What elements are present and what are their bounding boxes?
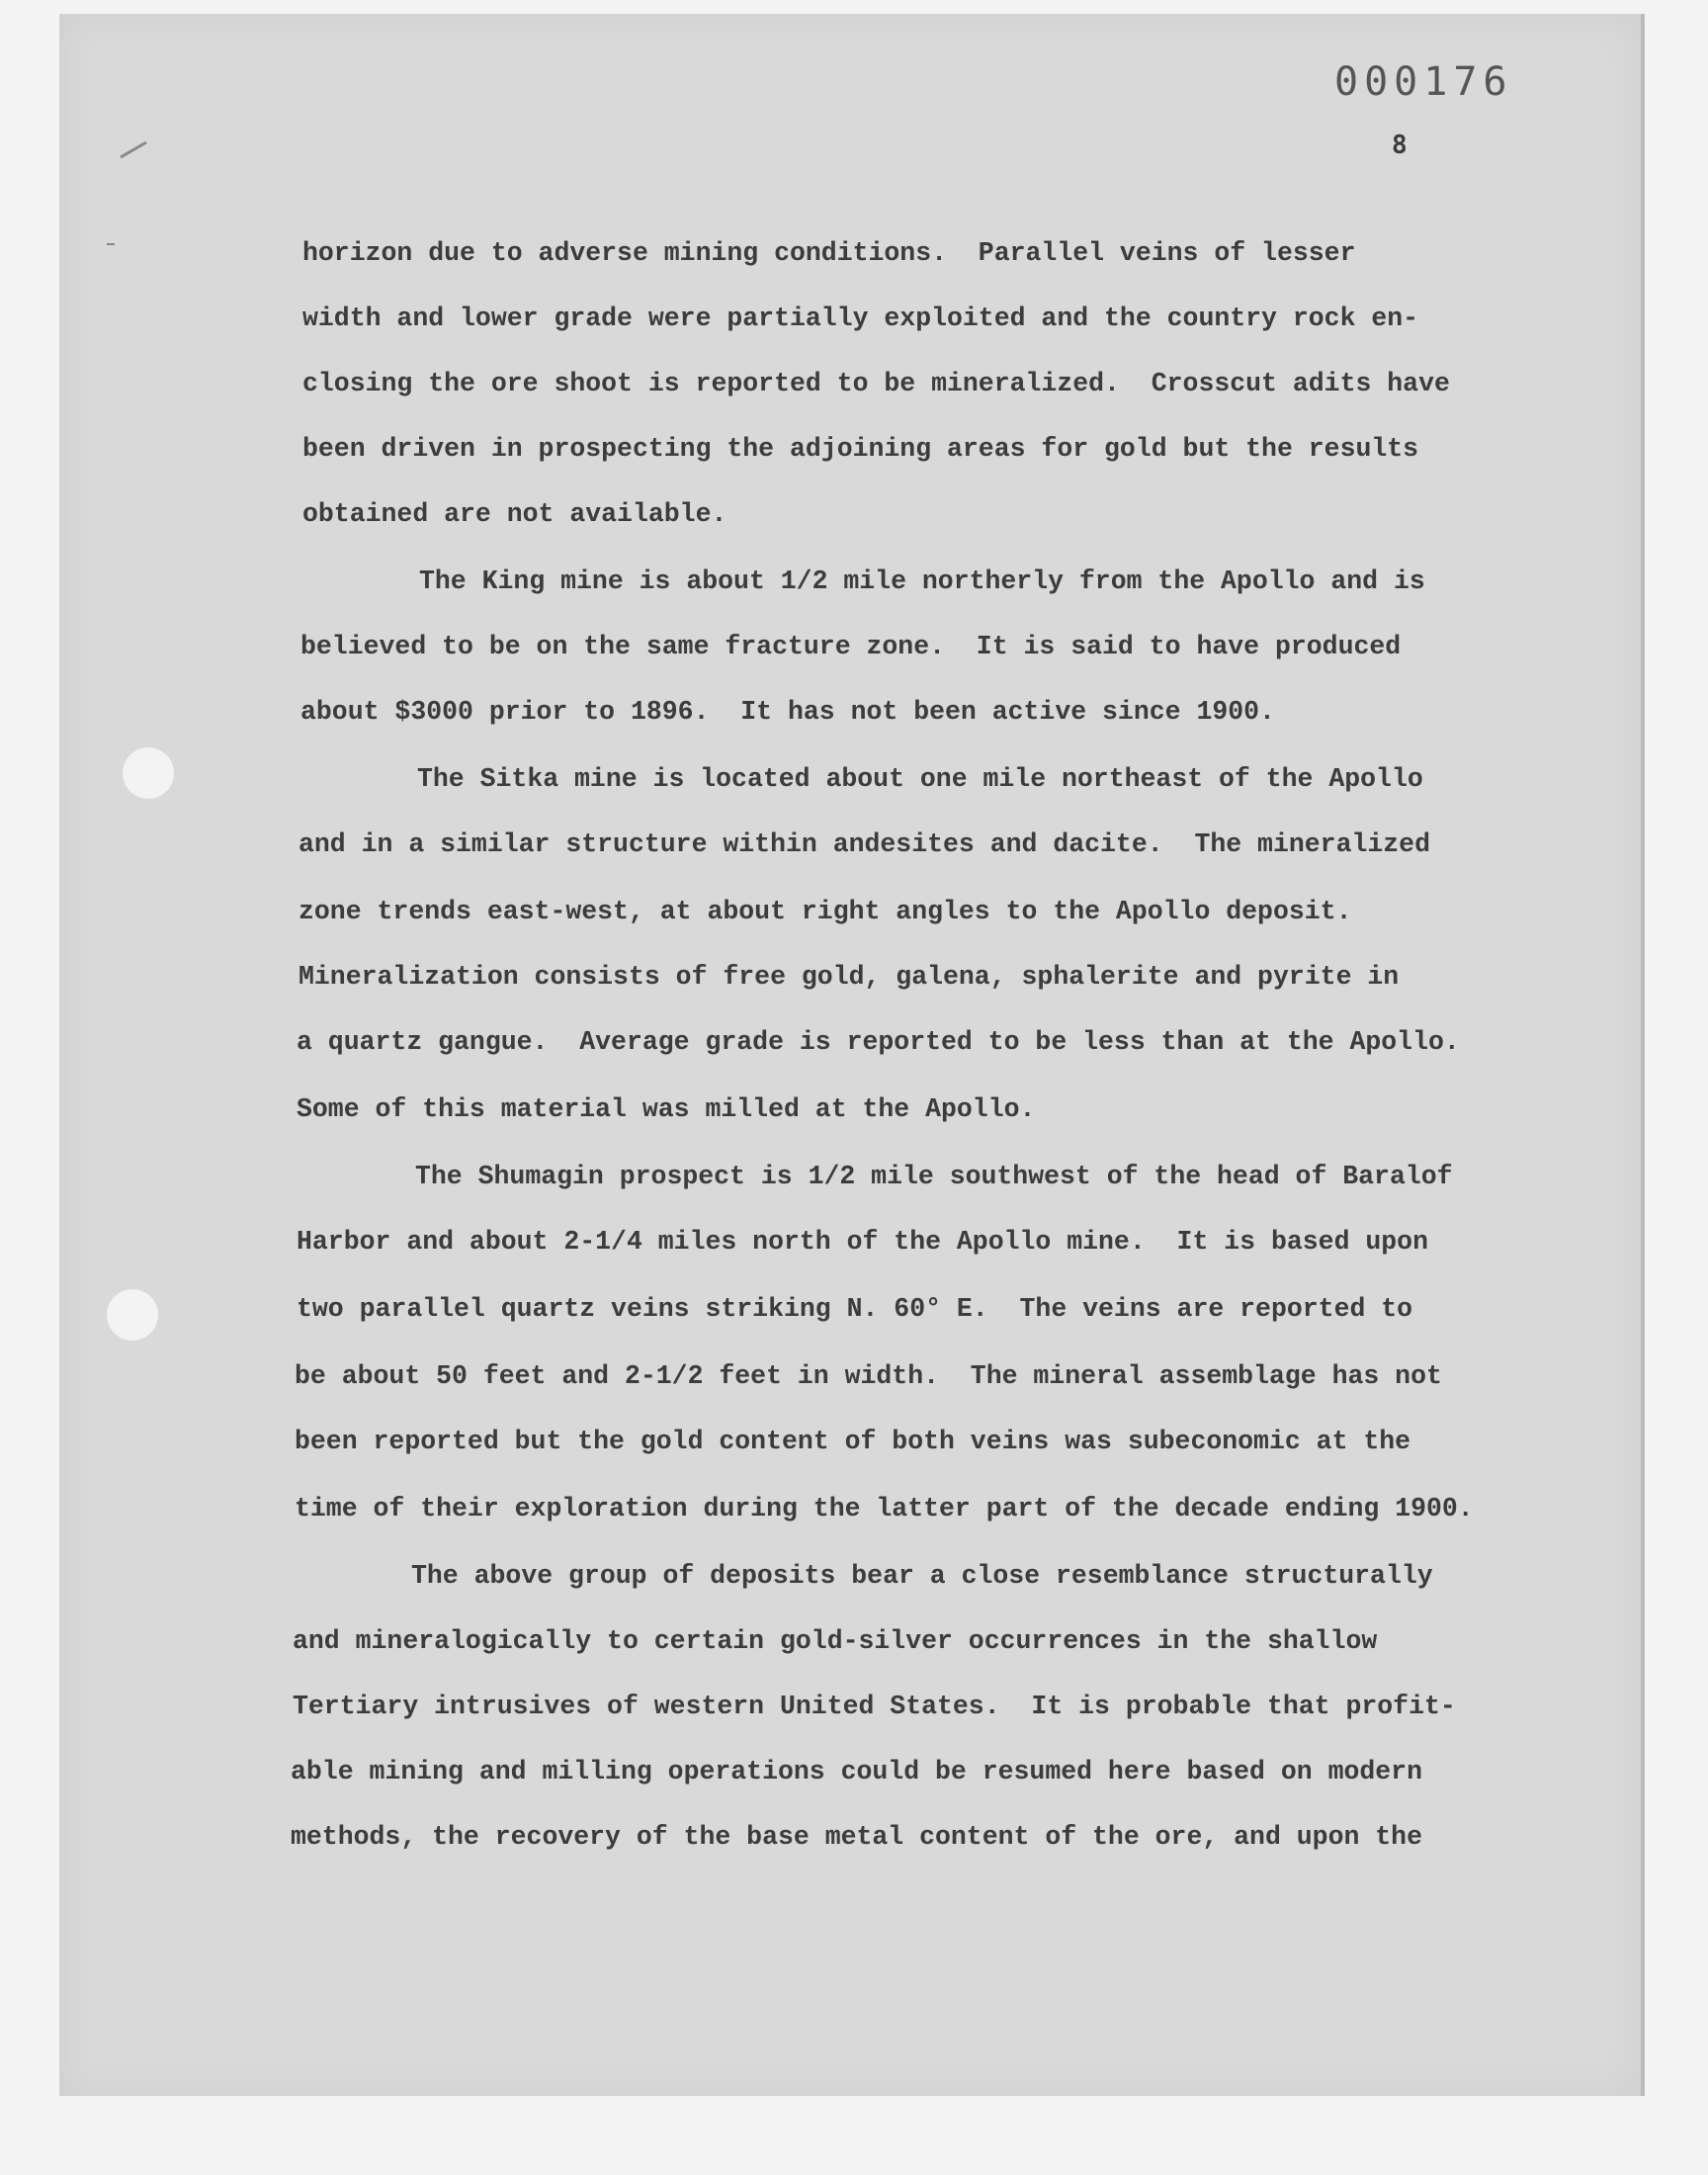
- text-line: been driven in prospecting the adjoining areas for gold but the results: [302, 434, 1419, 464]
- text-line: able mining and milling operations could be resumed here based on modern: [291, 1757, 1422, 1786]
- text-line: The Shumagin prospect is 1/2 mile southwest of the head of Baralof: [415, 1162, 1453, 1191]
- text-line: The King mine is about 1/2 mile northerly from the Apollo and is: [419, 566, 1425, 596]
- text-line: width and lower grade were partially exploited and the country rock en-: [302, 304, 1419, 333]
- page-number: 8: [1392, 130, 1408, 160]
- text-line: zone trends east-west, at about right angles to the Apollo deposit.: [299, 897, 1352, 926]
- text-line: be about 50 feet and 2-1/2 feet in width. The mineral assemblage has not: [295, 1361, 1442, 1391]
- text-line: Tertiary intrusives of western United States. It is probable that profit-: [293, 1692, 1456, 1721]
- text-line: believed to be on the same fracture zone. It is said to have produced: [300, 632, 1402, 661]
- text-line: Harbor and about 2-1/4 miles north of the Apollo mine. It is based upon: [297, 1227, 1428, 1257]
- text-line: obtained are not available.: [302, 499, 727, 529]
- text-line: Mineralization consists of free gold, galena, sphalerite and pyrite in: [299, 962, 1400, 992]
- punch-hole-bottom: [107, 1289, 158, 1341]
- text-line: The above group of deposits bear a close resemblance structurally: [411, 1561, 1433, 1591]
- text-line: been reported but the gold content of both veins was subeconomic at the: [295, 1427, 1411, 1456]
- text-line: methods, the recovery of the base metal content of the ore, and upon the: [291, 1822, 1422, 1852]
- text-line: a quartz gangue. Average grade is reported to be less than at the Apollo.: [297, 1027, 1460, 1057]
- text-line: Some of this material was milled at the Apollo.: [297, 1094, 1036, 1124]
- scan-mark: [107, 243, 115, 245]
- text-line: about $3000 prior to 1896. It has not been active since 1900.: [300, 697, 1275, 727]
- text-line: horizon due to adverse mining conditions. Parallel veins of lesser: [302, 238, 1356, 268]
- page-edge: [1641, 14, 1645, 2096]
- punch-hole-top: [123, 747, 174, 799]
- text-line: The Sitka mine is located about one mile northeast of the Apollo: [417, 764, 1423, 794]
- text-line: time of their exploration during the latter part of the decade ending 1900.: [295, 1494, 1474, 1523]
- text-line: and in a similar structure within andesites and dacite. The mineralized: [299, 829, 1430, 859]
- document-stamp-number: 000176: [1334, 59, 1513, 105]
- text-line: and mineralogically to certain gold-silver occurrences in the shallow: [293, 1626, 1378, 1656]
- text-line: two parallel quartz veins striking N. 60° E. The veins are reported to: [297, 1294, 1413, 1324]
- text-line: closing the ore shoot is reported to be mineralized. Crosscut adits have: [302, 369, 1450, 398]
